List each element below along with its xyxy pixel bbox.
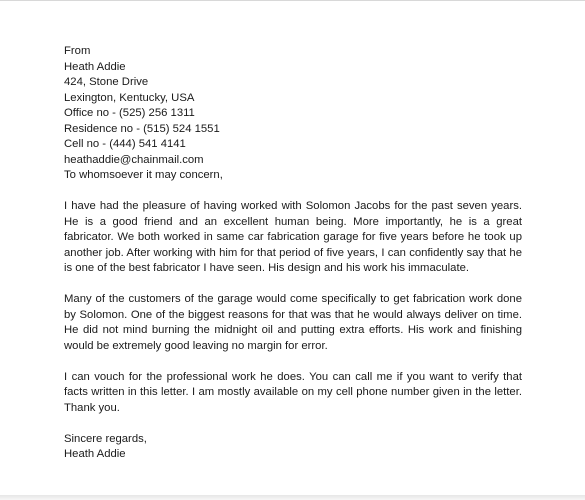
closing-block bbox=[64, 432, 522, 463]
body-paragraph-3: I can vouch for the professional work he does. You can call me if you want to verify that facts written in this letter. I am mostly available on my cell phone number given in the letter. Thank you. bbox=[64, 370, 522, 414]
sender-office-phone: Office no - (525) 256 1311 bbox=[64, 107, 195, 119]
sender-residence-phone: Residence no - (515) 524 1551 bbox=[64, 122, 220, 135]
from-label: From bbox=[64, 45, 91, 57]
letter-body bbox=[64, 199, 522, 416]
salutation: To whomsoever it may concern, bbox=[64, 169, 223, 181]
sender-city: Lexington, Kentucky, USA bbox=[64, 91, 195, 104]
recommendation-letter bbox=[64, 44, 522, 463]
valediction: Sincere regards, bbox=[64, 432, 147, 445]
sender-street: 424, Stone Drive bbox=[64, 76, 149, 88]
sender-email: heathaddie@chainmail.com bbox=[64, 153, 204, 166]
top-border bbox=[0, 0, 585, 1]
body-paragraph-1: I have had the pleasure of having worked with Solomon Jacobs for the past seven years. He is a good friend and an excellent human being. More importantly, he is a great fabricator. We both worked in same car fabrication garage for five years before he took up another job. After working with him for that period of five years, I can confidently say that he is one of the best fabricator I have seen. His design and his work his immaculate. bbox=[64, 200, 522, 274]
signature-name: Heath Addie bbox=[64, 448, 126, 460]
sender-block bbox=[64, 44, 522, 184]
bottom-border bbox=[0, 495, 585, 500]
sender-name: Heath Addie bbox=[64, 60, 126, 73]
body-paragraph-2: Many of the customers of the garage would come specifically to get fabrication work done by Solomon. One of the biggest reasons for that was that he would always deliver on time. He did not mind burning the midnight oil and putting extra efforts. His work and finishing would be extremely good leaving no margin for error. bbox=[64, 293, 522, 352]
sender-cell-phone: Cell no - (444) 541 4141 bbox=[64, 138, 186, 150]
